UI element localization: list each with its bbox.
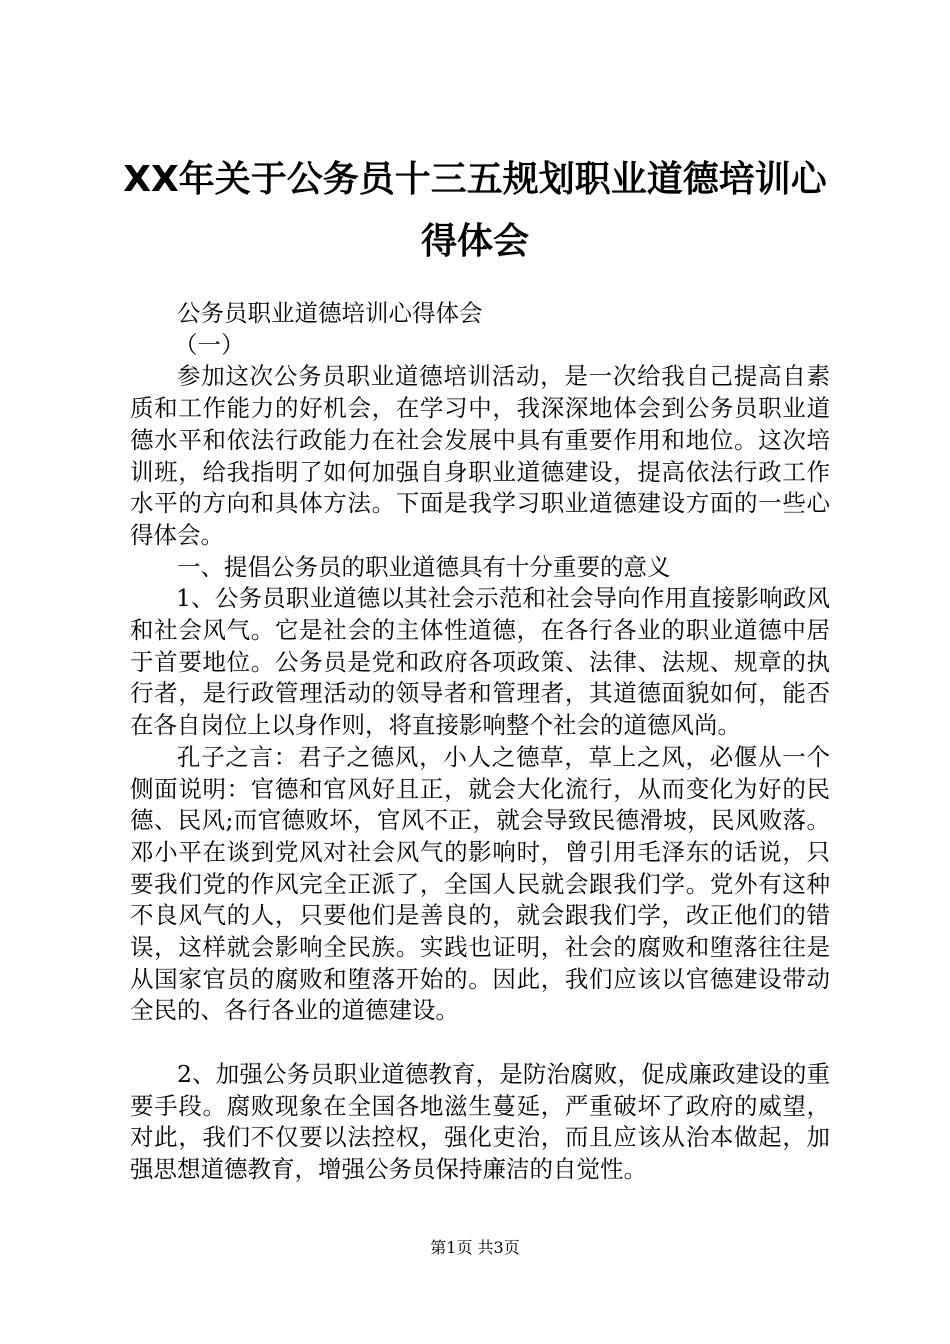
subtitle-paragraph: 公务员职业道德培训心得体会 [177,299,483,327]
section-heading-paragraph: 一、提倡公务员的职业道德具有十分重要的意义 [177,552,671,581]
document-title-line-1: XX年关于公务员十三五规划职业道德培训心 [123,159,827,200]
intro-paragraph: 参加这次公务员职业道德培训活动，是一次给我自己提高自素质和工作能力的好机会，在学习中，我深深地体会到公务员职业道德水平和依法行政能力在社会发展中具有重要作用和地位。这次培训班，给我指明了如何加强自身职业道德建设，提高依法行政工作水平的方向和具体方法。下面是我学习职业道德建设方面的一些心得体会。 [130,362,830,549]
paragraph-gap [130,1027,830,1059]
point-two-paragraph: 2、加强公务员职业道德教育，是防治腐败，促成廉政建设的重要手段。腐败现象在全国各地滋生蔓延，严重破坏了政府的威望，对此，我们不仅要以法控权，强化吏治，而且应该从治本做起，加强思想道德教育，增强公务员保持廉洁的自觉性。 [130,1059,830,1183]
confucius-paragraph: 孔子之言：君子之德风，小人之德草，草上之风，必偃从一个侧面说明：官德和官风好且正，就会大化流行，从而变化为好的民德、民风;而官德败坏，官风不正，就会导致民德滑坡，民风败落。邓小平在谈到党风对社会风气的影响时，曾引用毛泽东的话说，只要我们党的作风完全正派了，全国人民就会跟我们学。党外有这种不良风气的人，只要他们是善良的，就会跟我们学，改正他们的错误，这样就会影响全民族。实践也证明，社会的腐败和堕落往往是从国家官员的腐败和堕落开始的。因此，我们应该以官德建设带动全民的、各行各业的道德建设。 [130,742,830,1025]
document-title-line-2: 得体会 [420,221,529,262]
page-number-footer: 第1页 共3页 [430,1238,520,1257]
section-number-paragraph: （一） [174,330,245,359]
point-one-paragraph: 1、公务员职业道德以其社会示范和社会导向作用直接影响政风和社会风气。它是社会的主体性道德，在各行各业的职业道德中居于首要地位。公务员是党和政府各项政策、法律、法规、规章的执行者，是行政管理活动的领导者和管理者，其道德面貌如何，能否在各自岗位上以身作则，将直接影响整个社会的道德风尚。 [130,584,830,740]
document-body [130,298,830,1186]
